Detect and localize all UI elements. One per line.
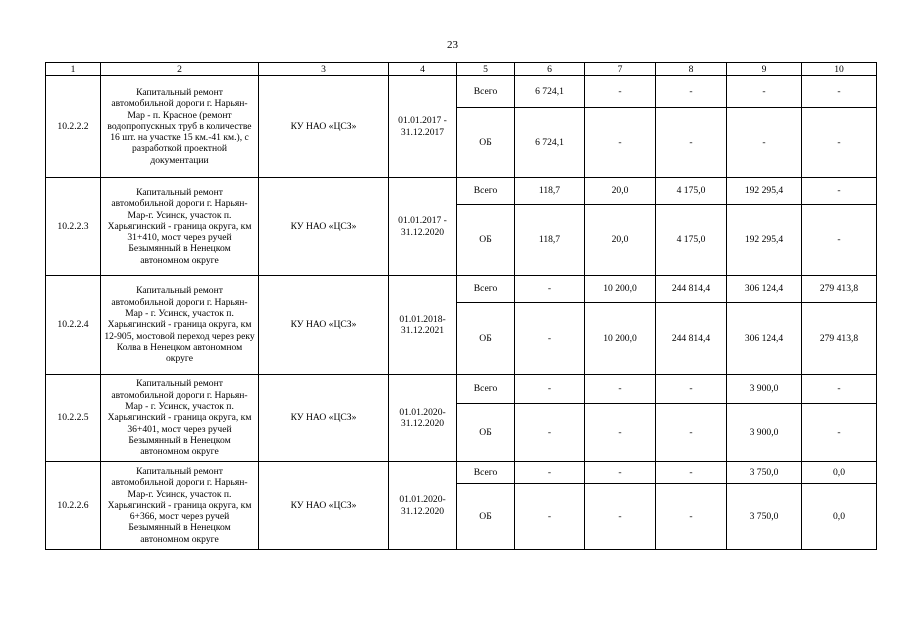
value-cell: 306 124,4 xyxy=(727,276,802,303)
table-row xyxy=(46,276,877,303)
row-period: 01.01.2017 - 31.12.2017 xyxy=(389,76,457,178)
column-number-row xyxy=(46,63,877,76)
funding-kind: ОБ xyxy=(457,303,515,375)
row-executor: КУ НАО «ЦСЗ» xyxy=(259,276,389,375)
value-cell: - xyxy=(585,375,656,404)
value-cell: 244 814,4 xyxy=(656,303,727,375)
value-cell: - xyxy=(656,462,727,484)
value-cell: - xyxy=(585,404,656,462)
value-cell: 3 900,0 xyxy=(727,375,802,404)
column-number: 4 xyxy=(389,63,457,76)
column-number: 2 xyxy=(101,63,259,76)
value-cell: - xyxy=(585,108,656,178)
row-period: 01.01.2018- 31.12.2021 xyxy=(389,276,457,375)
column-number: 6 xyxy=(515,63,585,76)
value-cell: - xyxy=(802,108,877,178)
row-code: 10.2.2.5 xyxy=(46,375,101,462)
value-cell: - xyxy=(515,375,585,404)
value-cell: 20,0 xyxy=(585,205,656,276)
value-cell: 0,0 xyxy=(802,462,877,484)
value-cell: - xyxy=(802,76,877,108)
value-cell: 3 750,0 xyxy=(727,462,802,484)
value-cell: - xyxy=(802,375,877,404)
funding-kind: ОБ xyxy=(457,205,515,276)
row-period: 01.01.2017 - 31.12.2020 xyxy=(389,178,457,276)
value-cell: 4 175,0 xyxy=(656,178,727,205)
column-number: 10 xyxy=(802,63,877,76)
value-cell: - xyxy=(656,108,727,178)
funding-kind: Всего xyxy=(457,375,515,404)
row-period: 01.01.2020- 31.12.2020 xyxy=(389,462,457,550)
value-cell: - xyxy=(656,404,727,462)
value-cell: 3 750,0 xyxy=(727,484,802,550)
value-cell: 10 200,0 xyxy=(585,303,656,375)
column-number: 5 xyxy=(457,63,515,76)
table-row xyxy=(46,178,877,205)
row-name: Капитальный ремонт автомобильной дороги г. Нарьян-Мар - г. Усинск, участок п. Харьягинский - граница округа, км 12-905, мостовой переход через реку Колва в Ненецком автономном округе xyxy=(101,276,259,375)
page-number: 23 xyxy=(447,39,458,51)
value-cell: 192 295,4 xyxy=(727,205,802,276)
row-name: Капитальный ремонт автомобильной дороги г. Нарьян-Мар-г. Усинск, участок п. Харьягинский - граница округа, км 31+410, мост через ручей Безымянный в Ненецком автономном округе xyxy=(101,178,259,276)
row-executor: КУ НАО «ЦСЗ» xyxy=(259,178,389,276)
value-cell: - xyxy=(515,484,585,550)
row-executor: КУ НАО «ЦСЗ» xyxy=(259,375,389,462)
value-cell: 20,0 xyxy=(585,178,656,205)
funding-kind: Всего xyxy=(457,462,515,484)
table-row xyxy=(46,375,877,404)
row-name: Капитальный ремонт автомобильной дороги г. Нарьян-Мар-г. Усинск, участок п. Харьягинский - граница округа, км 6+366, мост через ручей Безымянный в Ненецком автономном округе xyxy=(101,462,259,550)
value-cell: 192 295,4 xyxy=(727,178,802,205)
column-number: 9 xyxy=(727,63,802,76)
row-code: 10.2.2.6 xyxy=(46,462,101,550)
value-cell: - xyxy=(727,108,802,178)
value-cell: 118,7 xyxy=(515,178,585,205)
value-cell: - xyxy=(802,205,877,276)
value-cell: - xyxy=(656,375,727,404)
value-cell: 279 413,8 xyxy=(802,276,877,303)
funding-kind: Всего xyxy=(457,76,515,108)
value-cell: 3 900,0 xyxy=(727,404,802,462)
funding-kind: ОБ xyxy=(457,404,515,462)
value-cell: - xyxy=(802,404,877,462)
value-cell: - xyxy=(585,484,656,550)
budget-table xyxy=(45,62,877,550)
table-row xyxy=(46,76,877,108)
value-cell: - xyxy=(656,484,727,550)
row-executor: КУ НАО «ЦСЗ» xyxy=(259,462,389,550)
funding-kind: Всего xyxy=(457,276,515,303)
row-code: 10.2.2.4 xyxy=(46,276,101,375)
funding-kind: ОБ xyxy=(457,484,515,550)
value-cell: 118,7 xyxy=(515,205,585,276)
column-number: 1 xyxy=(46,63,101,76)
value-cell: 306 124,4 xyxy=(727,303,802,375)
row-name: Капитальный ремонт автомобильной дороги г. Нарьян-Мар - г. Усинск, участок п. Харьягинский - граница округа, км 36+401, мост через ручей Безымянный в Ненецком автономном округе xyxy=(101,375,259,462)
value-cell: 279 413,8 xyxy=(802,303,877,375)
value-cell: - xyxy=(585,462,656,484)
row-code: 10.2.2.2 xyxy=(46,76,101,178)
row-period: 01.01.2020- 31.12.2020 xyxy=(389,375,457,462)
value-cell: 4 175,0 xyxy=(656,205,727,276)
row-code: 10.2.2.3 xyxy=(46,178,101,276)
column-number: 7 xyxy=(585,63,656,76)
value-cell: 6 724,1 xyxy=(515,76,585,108)
value-cell: - xyxy=(802,178,877,205)
row-executor: КУ НАО «ЦСЗ» xyxy=(259,76,389,178)
value-cell: 244 814,4 xyxy=(656,276,727,303)
row-name: Капитальный ремонт автомобильной дороги г. Нарьян-Мар - п. Красное (ремонт водопропускных труб в количестве 16 шт. на участке 15 км.-41 км.), с разработкой проектной документации xyxy=(101,76,259,178)
value-cell: - xyxy=(515,276,585,303)
value-cell: 0,0 xyxy=(802,484,877,550)
value-cell: - xyxy=(515,462,585,484)
column-number: 3 xyxy=(259,63,389,76)
value-cell: 6 724,1 xyxy=(515,108,585,178)
value-cell: - xyxy=(515,404,585,462)
column-number: 8 xyxy=(656,63,727,76)
value-cell: 10 200,0 xyxy=(585,276,656,303)
value-cell: - xyxy=(656,76,727,108)
table-row xyxy=(46,462,877,484)
value-cell: - xyxy=(515,303,585,375)
funding-kind: ОБ xyxy=(457,108,515,178)
funding-kind: Всего xyxy=(457,178,515,205)
value-cell: - xyxy=(727,76,802,108)
value-cell: - xyxy=(585,76,656,108)
